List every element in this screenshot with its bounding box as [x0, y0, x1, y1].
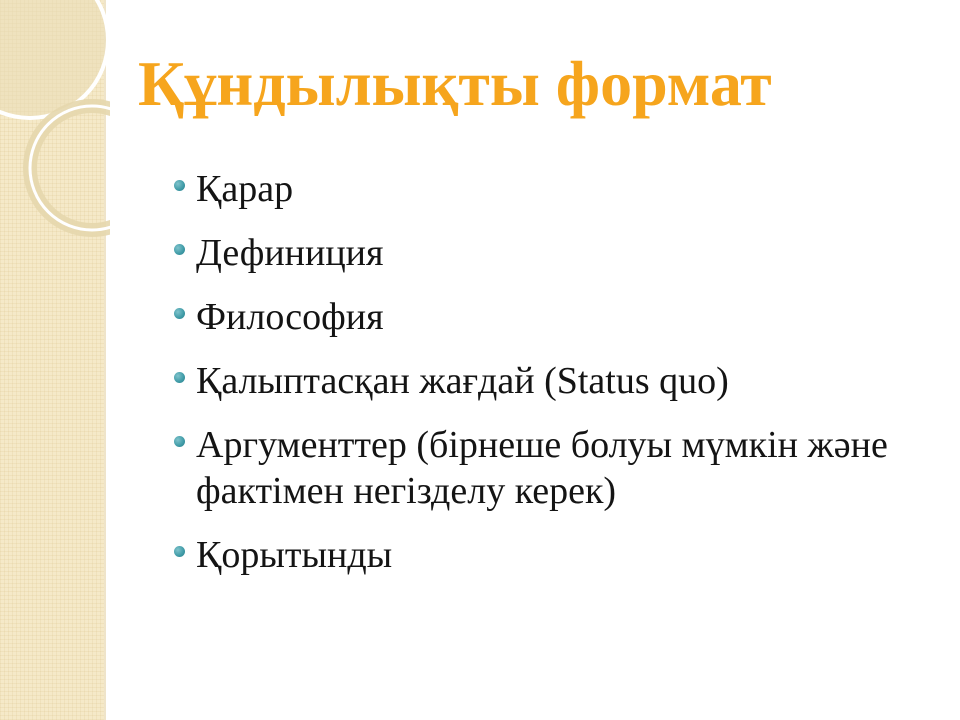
- bullet-item: [168, 422, 898, 514]
- bullet-text: Қалыптасқан жағдай (Status quo): [196, 360, 729, 402]
- bullet-item: [168, 166, 898, 212]
- bullet-item: [168, 294, 898, 340]
- slide-title: Құндылықты формат: [138, 48, 772, 119]
- bullet-text: Философия: [196, 296, 384, 338]
- bullet-dot-icon: [174, 180, 185, 191]
- bullet-text: Қарар: [196, 168, 294, 210]
- decorative-ring-lower: [30, 106, 110, 230]
- bullet-dot-icon: [174, 372, 185, 383]
- bullet-text: Қорытынды: [196, 534, 393, 576]
- bullet-text: Аргументтер (бірнеше болуы мүмкін және фактімен негізделу керек): [196, 424, 888, 512]
- bullet-dot-icon: [174, 546, 185, 557]
- bullet-item: [168, 358, 898, 404]
- bullet-dot-icon: [174, 308, 185, 319]
- bullet-list: [168, 166, 898, 596]
- bullet-item: [168, 532, 898, 578]
- bullet-item: [168, 230, 898, 276]
- bullet-text: Дефиниция: [196, 232, 384, 274]
- bullet-dot-icon: [174, 244, 185, 255]
- bullet-dot-icon: [174, 436, 185, 447]
- decorative-rings: [0, 0, 110, 240]
